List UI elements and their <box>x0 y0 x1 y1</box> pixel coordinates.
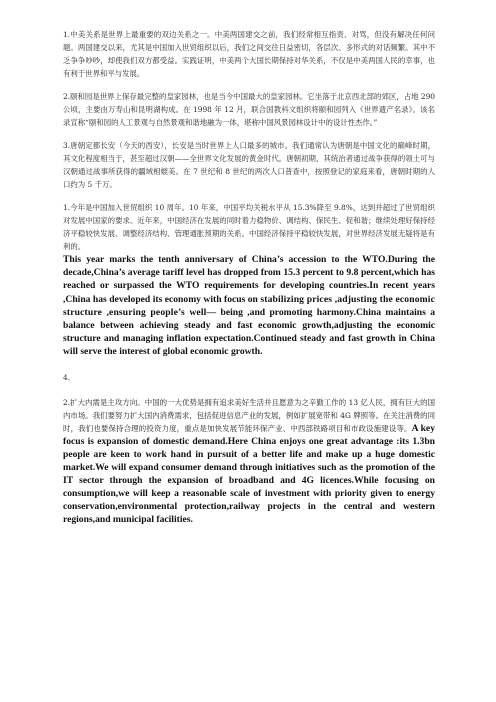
wto-english-part-1: This year marks the tenth anniversary of China’s accession to the WTO.During the decade,China’s average tariff level has dropped from 15.3 percent to 9.8 percent,which has reached or surpassed the WTO requirements for developing countries.In recent years ,China has developed its economy with focus on <box>63 254 435 305</box>
paragraph-domestic-demand <box>63 396 435 526</box>
document-page <box>63 28 435 536</box>
wto-english-part-3: being ,and promoting harmony.China maintains a balance between achieving steady and fast economic growth,adjusting the economic structure and managing inflation expectation.Continued steady and fast growth in China will serve the interest of global economic growth. <box>63 306 436 358</box>
paragraph-wto-english <box>63 253 435 359</box>
paragraph-2: 2.颐和园是世界上保存最完整的皇家园林，也是当今中国最大的皇家园林。它坐落于北京西北部的郊区，占地 290 公顷，主要由万寿山和昆明湖构成。在 1998 年 12 月，联合国教科文组织将颐和园列入《世界遗产名录》。该名录宣称“颐和园的人工景观与自然景观和谐地融为一体，堪称中国风景园林设计中的设计性杰作。” <box>63 92 435 127</box>
domestic-demand-chinese: 2.扩大内需是主攻方向。中国的一大优势是拥有追求美好生活并且愿意为之辛勤工作的 13 亿人民，拥有巨大的国内市场。我们要努力扩大国内消费需求，包括促进信息产业的发展，例如扩展宽带和 4G 牌照等。在关注消费的同时，我们也要保持合理的投资力度，重点是加快发展节能环保产业、中西部铁路项目和市政设施建设等。 <box>63 397 435 433</box>
domestic-demand-english: A key focus is expansion of domestic demand.Here China enjoys one great advantage :its 1.3bn people are keen to work hand in pursuit of a better life and make up a huge domestic market.We will expand consumer demand through initiatives such as the promotion of the IT sector through the expansion of broadband and 4G licences.While focusing on consumption,we will keep a reasonable scale of investment with priority given to energy conservation,environmental protection,railway projects in the central and western regions,and municipal facilities. <box>63 422 435 525</box>
paragraph-3: 3.唐朝定都长安（今天的西安），长安是当时世界上人口最多的城市。我们通常认为唐朝是中国文化的巅峰时期，其文化程度相当于，甚至超过汉朝——全世界文化发展的黄金时代。唐朝初期，其统治者通过战争获得的领土可与汉朝通过战事所获得的疆域相媲美。在 7 世纪和 8 世纪的两次人口普查中，按照登记的家庭来看，唐朝时期的人口约为 5 千万。 <box>63 141 435 189</box>
wto-english-part-2: stabilizing prices ,adjusting the economic structure ,ensuring people’s well— <box>63 293 436 318</box>
paragraph-1: 1.中美关系是世界上最重要的双边关系之一。中美两国建交之前，我们经常相互指责、对骂，但没有解决任何问题。两国建交以来，尤其是中国加入世贸组织以后，我们之间交往日益密切，各层次、多形式的对话频繁。其中不乏争争吵吵，却使我们双方都受益。实践证明，中美两个大国长期保持对华关系，不仅是中美两国人民的幸事，也有利于世界和平与发展。 <box>63 30 435 78</box>
section-number: 4. <box>63 372 71 382</box>
paragraph-wto-chinese: 1.今年是中国加入世贸组织 10 周年。10 年来，中国平均关税水平从 15.3%降至 9.8%，达到并超过了世贸组织对发展中国家的要求。近年来，中国经济在发展的同时着力稳物价、调结构、保民生、促和谐；继续处理好保持经济平稳较快发展、调整经济结构、管理通胀预期的关系。中国经济保持平稳较快发展，对世界经济发展无疑将是有利的。 <box>63 203 435 251</box>
